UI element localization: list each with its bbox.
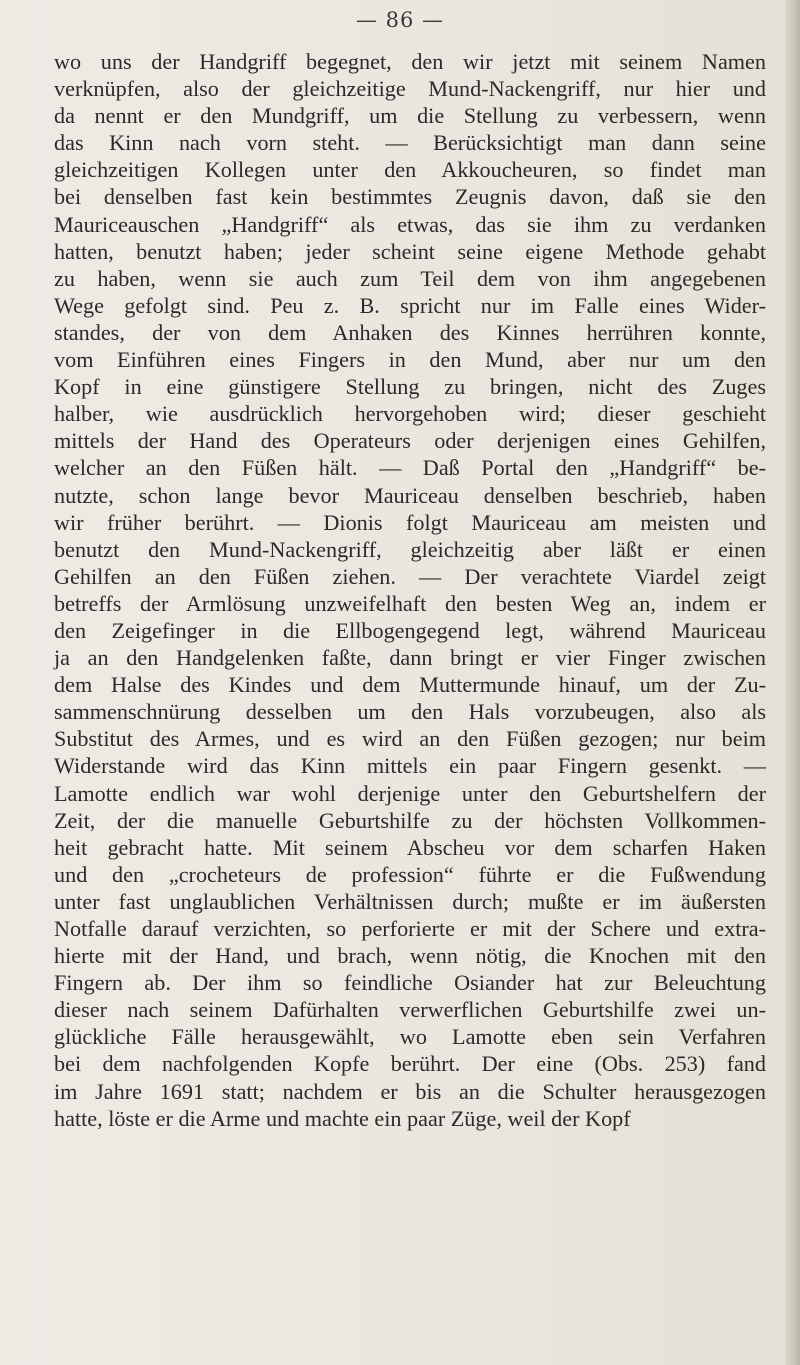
text-line: wir früher berührt. — Dionis folgt Mauriceau am meisten und — [54, 509, 766, 535]
text-line: betreffs der Armlösung unzweifelhaft den besten Weg an, indem er — [54, 590, 766, 616]
text-line: welcher an den Füßen hält. — Daß Portal den „Handgriff“ be- — [54, 455, 766, 481]
text-line: Notfalle darauf verzichten, so perforierte er mit der Schere und extra- — [54, 916, 766, 941]
text-line: zu haben, wenn sie auch zum Teil dem von ihm angegebenen — [54, 265, 766, 291]
text-line: vom Einführen eines Fingers in den Mund, aber nur um den — [54, 347, 766, 373]
body-text — [54, 48, 766, 1132]
text-line: Substitut des Armes, und es wird an den Füßen gezogen; nur beim — [54, 726, 766, 752]
text-line: dem Halse des Kindes und dem Muttermunde hinauf, um der Zu- — [54, 672, 766, 698]
text-line: Mauriceauschen „Handgriff“ als etwas, das sie ihm zu verdanken — [54, 211, 766, 237]
text-line: nutzte, schon lange bevor Mauriceau denselben beschrieb, haben — [54, 482, 766, 508]
text-line: Kopf in eine günstigere Stellung zu bringen, nicht des Zuges — [54, 374, 766, 400]
text-line: Widerstande wird das Kinn mittels ein paar Fingern gesenkt. — — [54, 753, 766, 779]
text-line: unter fast unglaublichen Verhältnissen durch; mußte er im äußersten — [54, 888, 766, 914]
text-line: bei denselben fast kein bestimmtes Zeugnis davon, daß sie den — [54, 184, 766, 210]
text-line: Gehilfen an den Füßen ziehen. — Der verachtete Viardel zeigt — [54, 563, 766, 589]
text-line: da nennt er den Mundgriff, um die Stellung zu verbessern, wenn — [54, 103, 766, 129]
text-line: hatten, benutzt haben; jeder scheint seine eigene Methode gehabt — [54, 238, 766, 264]
text-line: benutzt den Mund-Nackengriff, gleichzeitig aber läßt er einen — [54, 536, 766, 562]
text-line: gleichzeitigen Kollegen unter den Akkoucheuren, so findet man — [54, 157, 766, 183]
text-line: Fingern ab. Der ihm so feindliche Osiander hat zur Beleuchtung — [54, 970, 766, 996]
text-line: Lamotte endlich war wohl derjenige unter den Geburtshelfern der — [54, 780, 766, 806]
text-line: hierte mit der Hand, und brach, wenn nötig, die Knochen mit den — [54, 943, 766, 969]
text-line: standes, der von dem Anhaken des Kinnes herrühren konnte, — [54, 319, 766, 345]
text-line: und den „crocheteurs de profession“ führte er die Fußwendung — [54, 861, 766, 887]
page-edge-shadow — [786, 0, 800, 1365]
text-line: bei dem nachfolgenden Kopfe berührt. Der eine (Obs. 253) fand — [54, 1051, 766, 1077]
text-line: glückliche Fälle herausgewählt, wo Lamotte eben sein Verfahren — [54, 1024, 766, 1050]
text-line: heit gebracht hatte. Mit seinem Abscheu vor dem scharfen Haken — [54, 834, 766, 860]
text-line: den Zeigefinger in die Ellbogengegend legt, während Mauriceau — [54, 617, 766, 643]
text-line: Wege gefolgt sind. Peu z. B. spricht nur im Falle eines Wider- — [54, 292, 766, 318]
text-line: dieser nach seinem Dafürhalten verwerflichen Geburtshilfe zwei un- — [54, 997, 766, 1023]
text-line: das Kinn nach vorn steht. — Berücksichtigt man dann seine — [54, 130, 766, 156]
text-line: verknüpfen, also der gleichzeitige Mund-Nackengriff, nur hier und — [54, 76, 766, 102]
text-line: sammenschnürung desselben um den Hals vorzubeugen, also als — [54, 699, 766, 725]
text-line: Zeit, der die manuelle Geburtshilfe zu der höchsten Vollkommen- — [54, 807, 766, 833]
page-number: — 86 — — [355, 8, 445, 32]
text-line: ja an den Handgelenken faßte, dann bringt er vier Finger zwischen — [54, 645, 766, 671]
text-line: wo uns der Handgriff begegnet, den wir jetzt mit seinem Namen — [54, 49, 766, 74]
text-line: mittels der Hand des Operateurs oder derjenigen eines Gehilfen, — [54, 428, 766, 454]
text-line: halber, wie ausdrücklich hervorgehoben wird; dieser geschieht — [54, 401, 766, 427]
text-line: hatte, löste er die Arme und machte ein paar Züge, weil der Kopf — [54, 1105, 631, 1131]
text-line: im Jahre 1691 statt; nachdem er bis an die Schulter herausgezogen — [54, 1078, 766, 1104]
